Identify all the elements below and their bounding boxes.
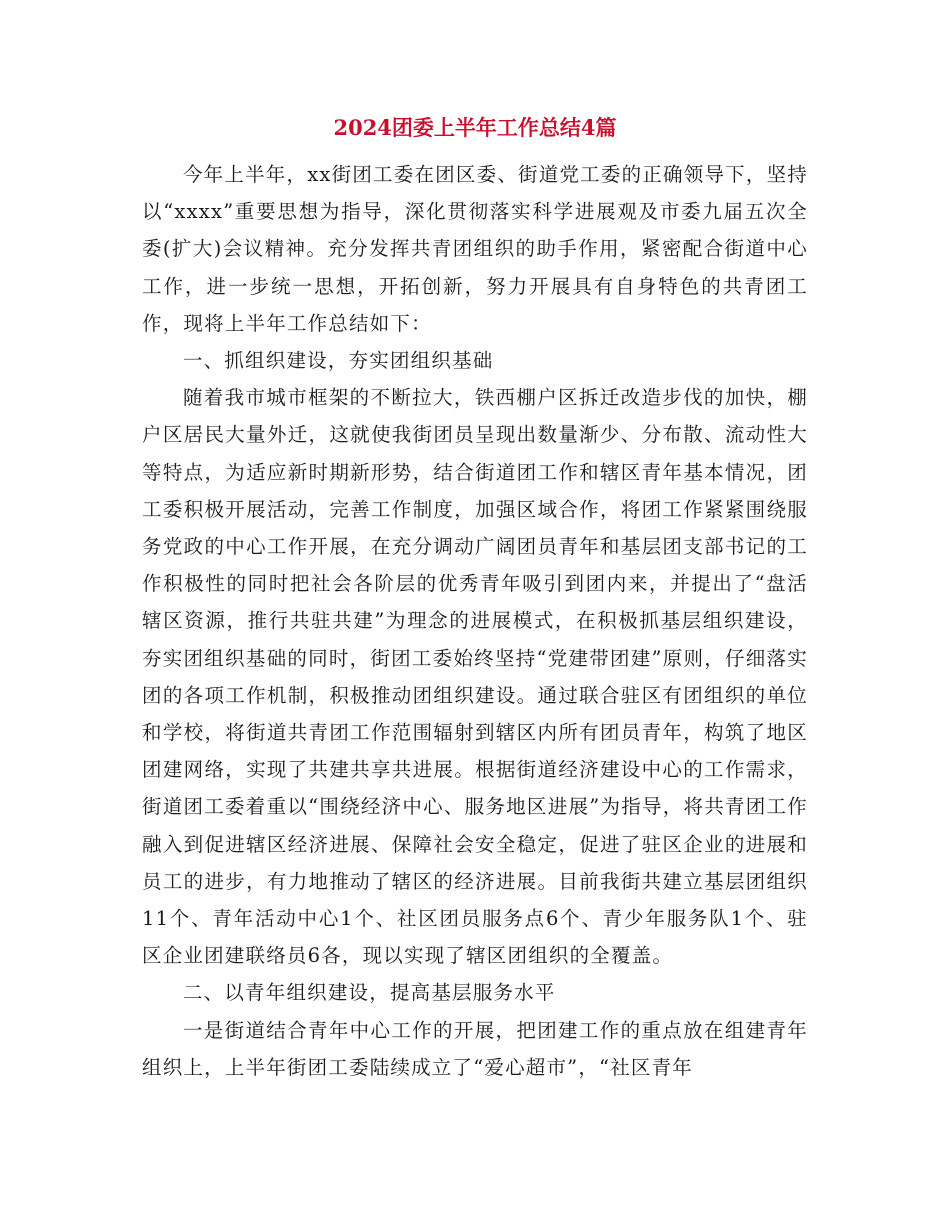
- intro-paragraph: 今年上半年，xx街团工委在团区委、街道党工委的正确领导下，坚持以“xxxx”重要思想为指导，深化贯彻落实科学进展观及市委九届五次全委(扩大)会议精神。充分发挥共青团组织的助手作用，紧密配合街道中心工作，进一步统一思想，开拓创新，努力开展具有自身特色的共青团工作，现将上半年工作总结如下：: [142, 163, 808, 335]
- section-2-paragraph: 一是街道结合青年中心工作的开展，把团建工作的重点放在组建青年组织上，上半年街团工委陆续成立了“爱心超市”，“社区青年: [142, 1018, 808, 1079]
- section-heading-1: 一、抓组织建设，夯实团组织基础: [182, 349, 494, 373]
- section-1-paragraph: 随着我市城市框架的不断拉大，铁西棚户区拆迁改造步伐的加快，棚户区居民大量外迁，这就使我街团员呈现出数量渐少、分布散、流动性大等特点，为适应新时期新形势，结合街道团工作和辖区青年基本情况，团工委积极开展活动，完善工作制度，加强区域合作，将团工作紧紧围绕服务党政的中心工作开展，在充分调动广阔团员青年和基层团支部书记的工作积极性的同时把社会各阶层的优秀青年吸引到团内来，并提出了“盘活辖区资源，推行共驻共建”为理念的进展模式，在积极抓基层组织建设，夯实团组织基础的同时，街团工委始终坚持“党建带团建”原则，仔细落实团的各项工作机制，积极推动团组织建设。通过联合驻区有团组织的单位和学校，将街道共青团工作范围辐射到辖区内所有团员青年，构筑了地区团建网络，实现了共建共享共进展。根据街道经济建设中心的工作需求，街道团工委着重以“围绕经济中心、服务地区进展”为指导，将共青团工作融入到促进辖区经济进展、保障社会安全稳定，促进了驻区企业的进展和员工的进步，有力地推动了辖区的经济进展。目前我街共建立基层团组织11个、青年活动中心1个、社区团员服务点6个、青少年服务队1个、驻区企业团建联络员6各，现以实现了辖区团组织的全覆盖。: [142, 386, 808, 968]
- document-title: 2024团委上半年工作总结4篇: [333, 115, 617, 140]
- section-heading-2: 二、以青年组织建设，提高基层服务水平: [182, 981, 556, 1005]
- document-body: [142, 156, 808, 1086]
